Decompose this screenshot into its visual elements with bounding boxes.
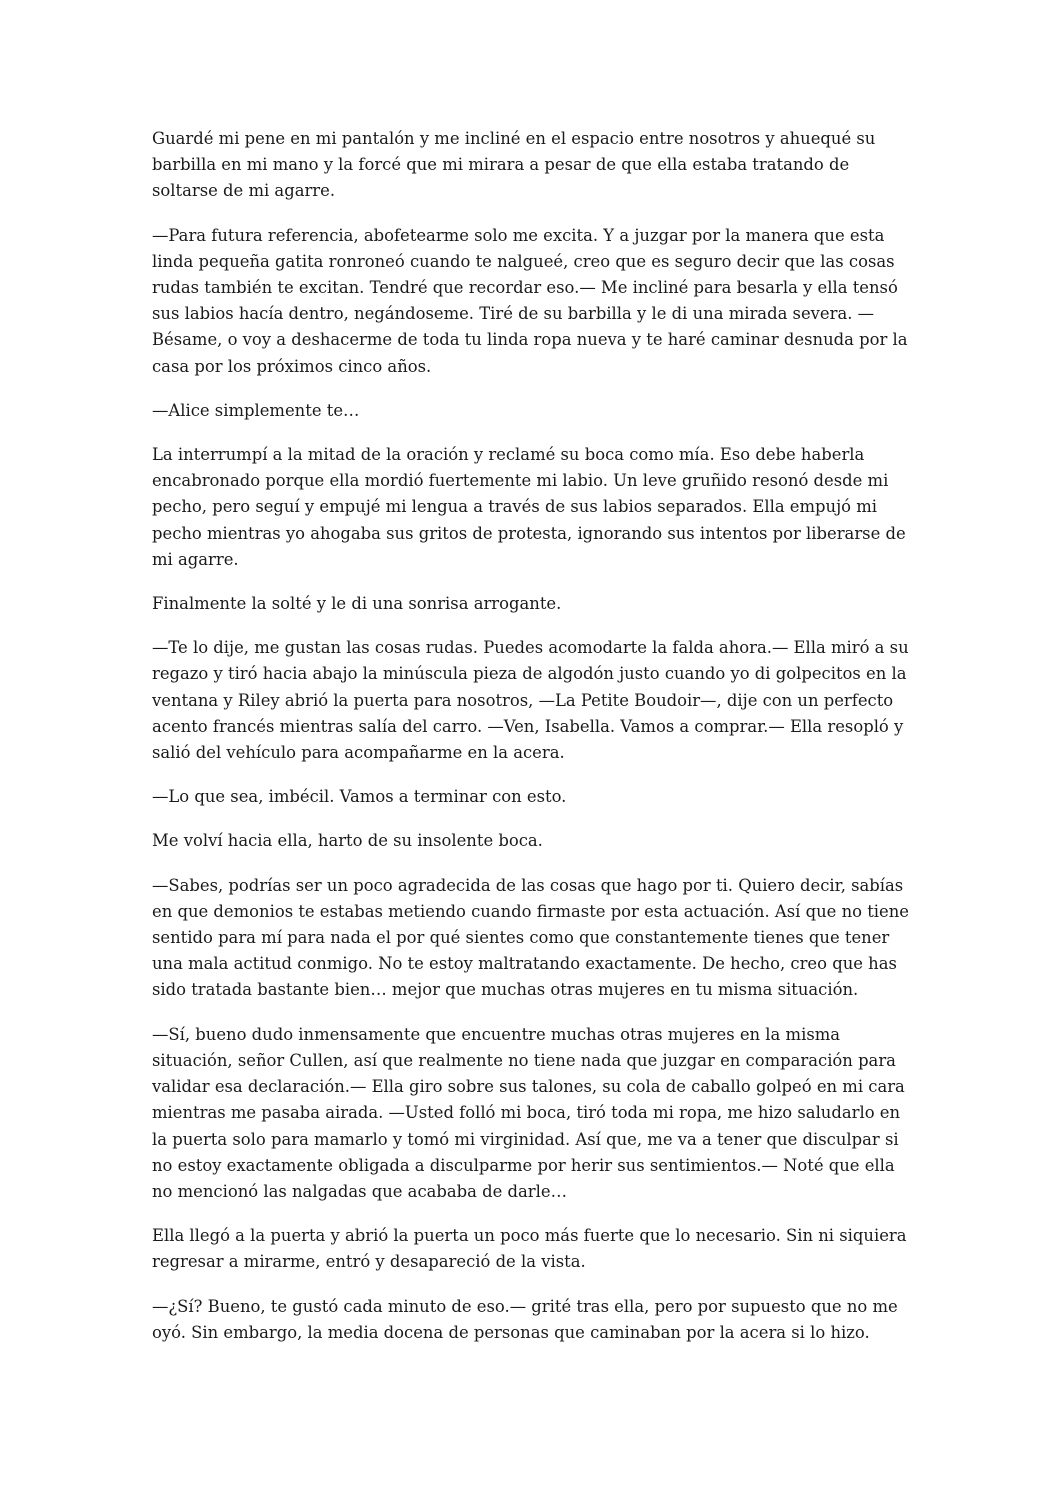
paragraph: Guardé mi pene en mi pantalón y me incliné en el espacio entre nosotros y ahuequé su barbilla en mi mano y la forcé que mi mirara a pesar de que ella estaba tratando de soltarse de mi agarre. xyxy=(152,129,876,201)
paragraph: La interrumpí a la mitad de la oración y reclamé su boca como mía. Eso debe haberla encabronado porque ella mordió fuertemente mi labio. Un leve gruñido resonó desde mi pecho, pero seguí y empujé mi lengua a través de sus labios separados. Ella empujó mi pecho mientras yo ahogaba sus gritos de protesta, ignorando sus intentos por liberarse de mi agarre. xyxy=(152,445,906,569)
paragraph: —Sabes, podrías ser un poco agradecida de las cosas que hago por ti. Quiero decir, sabías en que demonios te estabas metiendo cuando firmaste por esta actuación. Así que no tiene sentido para mí para nada el por qué sientes como que constantemente tienes que tener una mala actitud conmigo. No te estoy maltratando exactamente. De hecho, creo que has sido tratada bastante bien… mejor que muchas otras mujeres en tu misma situación. xyxy=(152,875,909,1000)
paragraph: —Lo que sea, imbécil. Vamos a terminar con esto. xyxy=(152,787,567,807)
body-text xyxy=(152,126,912,1364)
paragraph: —Te lo dije, me gustan las cosas rudas. Puedes acomodarte la falda ahora.— Ella miró a su regazo y tiró hacia abajo la minúscula pieza de algodón justo cuando yo di golpecitos en la ventana y Riley abrió la puerta para nosotros, —La Petite Boudoir—, dije con un perfecto acento francés mientras salía del carro. —Ven, Isabella. Vamos a comprar.— Ella resopló y salió del vehículo para acompañarme en la acera. xyxy=(152,638,909,763)
paragraph: —Para futura referencia, abofetearme solo me excita. Y a juzgar por la manera que esta linda pequeña gatita ronroneó cuando te nalgueé, creo que es seguro decir que las cosas rudas también te excitan. Tendré que recordar eso.— Me incliné para besarla y ella tensó sus labios hacía dentro, negándoseme. Tiré de su barbilla y le di una mirada severa. —Bésame, o voy a deshacerme de toda tu linda ropa nueva y te haré caminar desnuda por la casa por los próximos cinco años. xyxy=(152,225,908,376)
paragraph: Me volví hacia ella, harto de su insolente boca. xyxy=(152,831,543,851)
paragraph: Ella llegó a la puerta y abrió la puerta un poco más fuerte que lo necesario. Sin ni siquiera regresar a mirarme, entró y desapareció de la vista. xyxy=(152,1226,907,1272)
paragraph: —Sí, bueno dudo inmensamente que encuentre muchas otras mujeres en la misma situación, señor Cullen, así que realmente no tiene nada que juzgar en comparación para validar esa declaración.— Ella giro sobre sus talones, su cola de caballo golpeó en mi cara mientras me pasaba airada. —Usted folló mi boca, tiró toda mi ropa, me hizo saludarlo en la puerta solo para mamarlo y tomó mi virginidad. Así que, me va a tener que disculpar si no estoy exactamente obligada a disculparme por herir sus sentimientos.— Noté que ella no mencionó las nalgadas que acababa de darle… xyxy=(152,1024,905,1201)
paragraph: Finalmente la solté y le di una sonrisa arrogante. xyxy=(152,594,562,614)
paragraph: —Alice simplemente te… xyxy=(152,400,360,420)
paragraph: —¿Sí? Bueno, te gustó cada minuto de eso.— grité tras ella, pero por supuesto que no me oyó. Sin embargo, la media docena de personas que caminaban por la acera si lo hizo. xyxy=(152,1296,898,1342)
